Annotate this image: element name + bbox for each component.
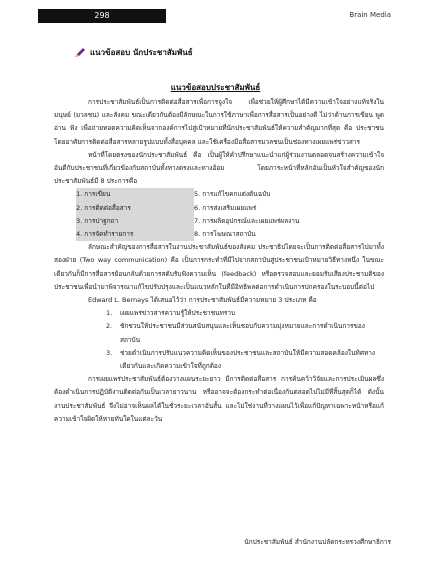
duties-list <box>76 188 384 241</box>
page-footer: นักประชาสัมพันธ์ สำนักงานปลัดกระทรวงศึกษาธิการ <box>244 538 391 546</box>
meanings-list <box>54 307 384 373</box>
paragraph-duties: หน้าที่โดยตรงของนักประชาสัมพันธ์ คือ เป็นผู้ให้คำปรึกษาแนะนำแก่ผู้ร่วมงานตลอดจนสร้างความเข้าใจอันดีกับประชาชนที่เกี่ยวข้องกับสถาบันทั้งทางตรงและทางอ้อม โดยภาระหน้าที่หลักอันเป็นหัวใจสำคัญของนักประชาสัมพันธ์มี 8 ประการคือ <box>54 150 384 186</box>
list-item: 1. การเขียน <box>76 188 194 201</box>
list-item: 2. การติดต่อสื่อสาร <box>76 202 194 215</box>
page-number: 298 <box>38 9 166 23</box>
publisher-name: Brain Media <box>349 11 391 19</box>
list-item: 3. การปาฐกถา <box>76 215 194 228</box>
list-item <box>106 347 384 373</box>
pen-icon <box>74 48 86 58</box>
paragraph-bernays: Edward L. Bernays ได้เสนอไว้ว่า การประชาสัมพันธ์มีความหมาย 3 ประเภท คือ <box>88 296 317 305</box>
list-number: 2. <box>106 322 113 331</box>
page-header <box>0 0 431 18</box>
section-heading-text: แนวข้อสอบ นักประชาสัมพันธ์ <box>90 48 193 57</box>
paragraph-intro: การประชาสัมพันธ์เป็นการติดต่อสื่อสารเพื่อการจูงใจ เพื่อช่วยให้ผู้ศึกษาได้มีความเข้าใจอย่างแท้จริงในมนุษย์ (มวลชน) และสังคม ขณะเดียวกันต้องมีลักษณะในการใช้ภาษาเพื่อการสื่อสารเป็นอย่างดี ไม่ว่าด้านการเขียน พูด อ่าน ฟัง เพื่อถ่ายทอดความคิดเห็นจากองค์การไปสู่เป้าหมายที่นักประชาสัมพันธ์ให้ความสำคัญมากที่สุด คือ ประชาชนโดยอาศัยการติดต่อสื่อสารหลายรูปแบบทั้งสื่อบุคคล และใช้เครื่องมือสื่อสารมวลชนเป็นช่องทางเผยแพร่ข่าวสาร <box>54 98 384 146</box>
page-title: แนวข้อสอบประชาสัมพันธ์ <box>170 83 261 92</box>
paragraph-planning: การเผยแพร่ประชาสัมพันธ์ต้องวางแผนระยะยาว มีการติดต่อสื่อสาร การค้นคว้าวิจัยและการประเมินผลซึ่งต้องดำเนินการปฏิบัติงานติดต่อกันเป็นเวลายาวนาน หรืออาจจะต้องกระทำต่อเนื่องกันตลอดไปไม่มีที่สิ้นสุดก็ได้ ดังนั้นงานประชาสัมพันธ์ จึงไม่อาจเห็นผลได้ในชั่วระยะเวลาอันสั้น และไม่ใช่งานที่วางแผนไว้เพื่อแก้ปัญหาเฉพาะหน้าหรือแก้ความเข้าใจผิดให้หายทันใดในแต่ละวัน <box>54 375 384 423</box>
list-item: 8. การโฆษณาสถาบัน <box>194 230 256 239</box>
document-body <box>54 96 384 426</box>
list-item: 5. การแก้ไขคกแต่งต้นฉบับ <box>194 190 271 199</box>
list-item: 7. การผลิตอุปกรณ์และเผยแพร่ผลงาน <box>194 216 300 225</box>
list-number: 1. <box>106 309 113 318</box>
list-item: 4. การจัดทำรายการ <box>76 228 194 241</box>
list-text: เผยแพร่ข่าวสารความรู้ให้ประชาชนทราบ <box>120 309 236 318</box>
section-heading <box>74 46 193 59</box>
list-number: 3. <box>106 348 113 357</box>
paragraph-two-way: ลักษณะสำคัญของการสื่อสารในงานประชาสัมพันธ์ของสังคม ประชาธิปไตยจะเป็นการติดต่อสื่อสารไปมาทั้งสองฝ่าย (Two way communication) คือ เป็นการกระทำที่มีไปจากสถาบันสู่ประชาชนเป้าหมายวิธีทางหนึ่ง ในขณะเดียวกันก็มีการสื่อสารย้อนกลับด้วยการสดับรับฟังความเห็น (feedback) หรือตรวจสอบและยอมรับเสียงประชามติของประชาชนเพื่อนำมาพิจารณาแก้ไขปรับปรุงและเป็นแนวหลักในที่มีอิทธิพลต่อการดำเนินการปกครองในระบอบนี้ต่อไป <box>54 243 384 291</box>
list-item: 6. การส่งเสริมเผยแพร่ <box>194 203 257 212</box>
list-item <box>106 320 384 346</box>
list-text: ชักชวนให้ประชาชนมีส่วนสนับสนุนและเห็นชอบกับความมุ่งหมายและการดำเนินการของสถาบัน <box>120 322 365 344</box>
list-item <box>106 307 384 320</box>
list-text: ช่วยดำเนินการปรับแนวความคิดเห็นของประชาชนและสถาบันให้มีความสอดคล้องในทิศทางเดียวกันและเกิดความเข้าใจที่ถูกต้อง <box>120 348 376 371</box>
